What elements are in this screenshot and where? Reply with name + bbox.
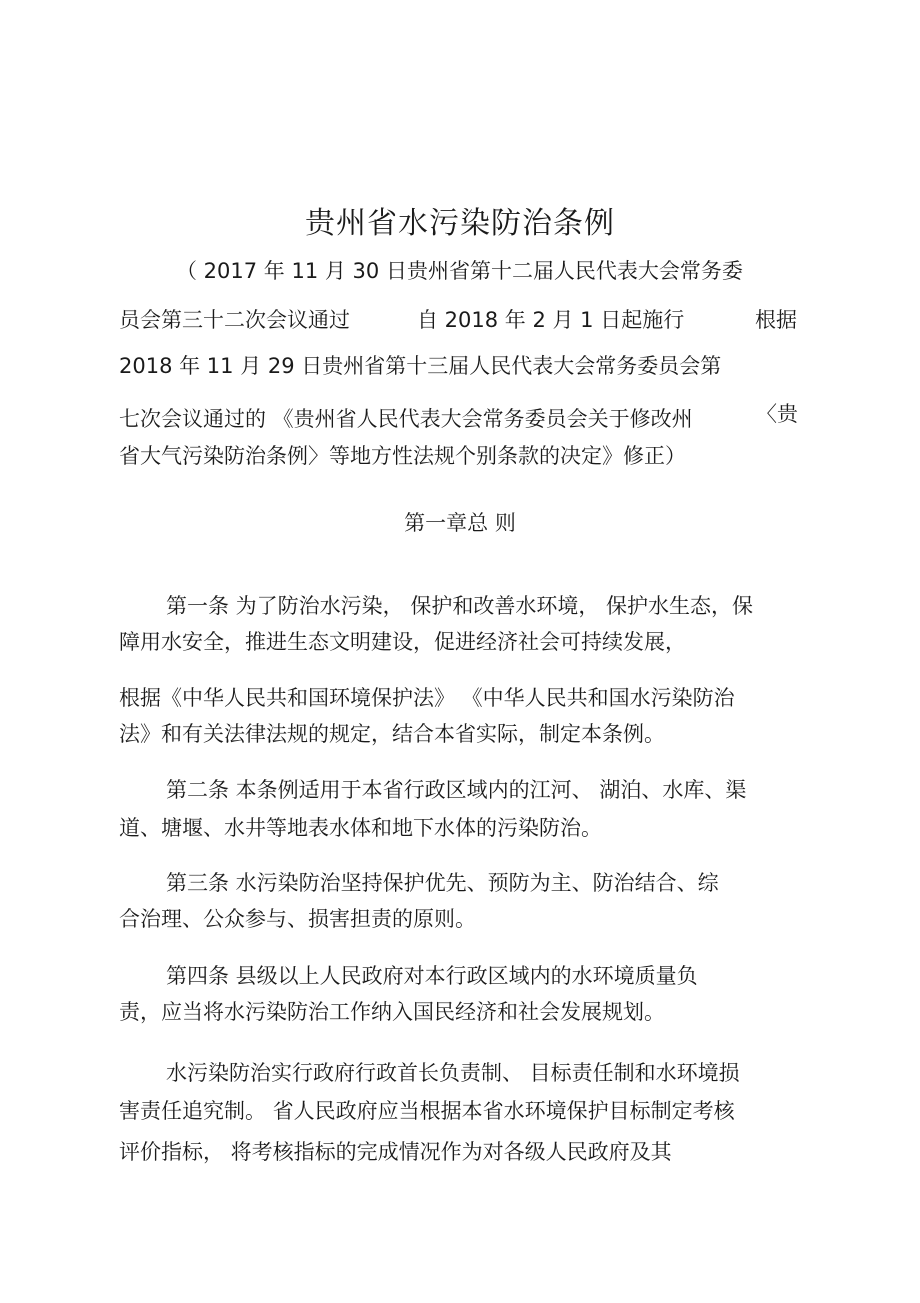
article-4-line-1: 第四条 县级以上人民政府对本行政区域内的水环境质量负	[166, 964, 698, 988]
article-2-line-2: 道、塘堰、水井等地表水体和地下水体的污染防治。	[119, 816, 602, 840]
preamble-line-3: 2018 年 11 月 29 日贵州省第十三届人民代表大会常务委员会第	[119, 354, 722, 378]
article-4-para-2-line-1: 水污染防治实行政府行政首长负责制、 目标责任制和水环境损	[166, 1061, 740, 1085]
chapter-heading-text: 第一章总 则	[404, 511, 516, 535]
document-title: 贵州省水污染防治条例	[305, 206, 615, 241]
preamble-line-4-part-2: 〈贵	[756, 402, 798, 426]
article-4-para-2-line-2: 害责任追究制。 省人民政府应当根据本省水环境保护目标制定考核	[119, 1099, 735, 1123]
article-3-line-2: 合治理、公众参与、损害担责的原则。	[119, 907, 476, 931]
preamble-line-5: 省大气污染防治条例〉等地方性法规个别条款的决定》修正）	[119, 444, 686, 468]
article-4-line-2: 责，应当将水污染防治工作纳入国民经济和社会发展规划。	[119, 1000, 665, 1024]
article-2-line-1: 第二条 本条例适用于本省行政区域内的江河、 湖泊、水库、渠	[166, 778, 747, 802]
article-1-line-1: 第一条 为了防治水污染， 保护和改善水环境， 保护水生态，保	[166, 594, 754, 618]
preamble-line-1: （ 2017 年 11 月 30 日贵州省第十二届人民代表大会常务委	[176, 259, 743, 283]
preamble-line-4-part-1: 七次会议通过的 《贵州省人民代表大会常务委员会关于修改州	[119, 407, 693, 431]
article-1-line-2: 障用水安全，推进生态文明建设，促进经济社会可持续发展，	[119, 630, 686, 654]
chapter-heading	[0, 509, 920, 537]
article-1-line-4: 法》和有关法律法规的规定，结合本省实际，制定本条例。	[119, 722, 665, 746]
preamble-line-2-part-1: 员会第三十二次会议通过	[119, 308, 350, 332]
article-1-line-3: 根据《中华人民共和国环境保护法》 《中华人民共和国水污染防治	[119, 686, 735, 710]
article-3-line-1: 第三条 水污染防治坚持保护优先、预防为主、防治结合、综	[166, 871, 719, 895]
article-4-para-2-line-3: 评价指标， 将考核指标的完成情况作为对各级人民政府及其	[119, 1140, 672, 1164]
preamble-line-2-part-3: 根据	[755, 308, 797, 332]
preamble-line-2-part-2: 自 2018 年 2 月 1 日起施行	[417, 308, 685, 332]
